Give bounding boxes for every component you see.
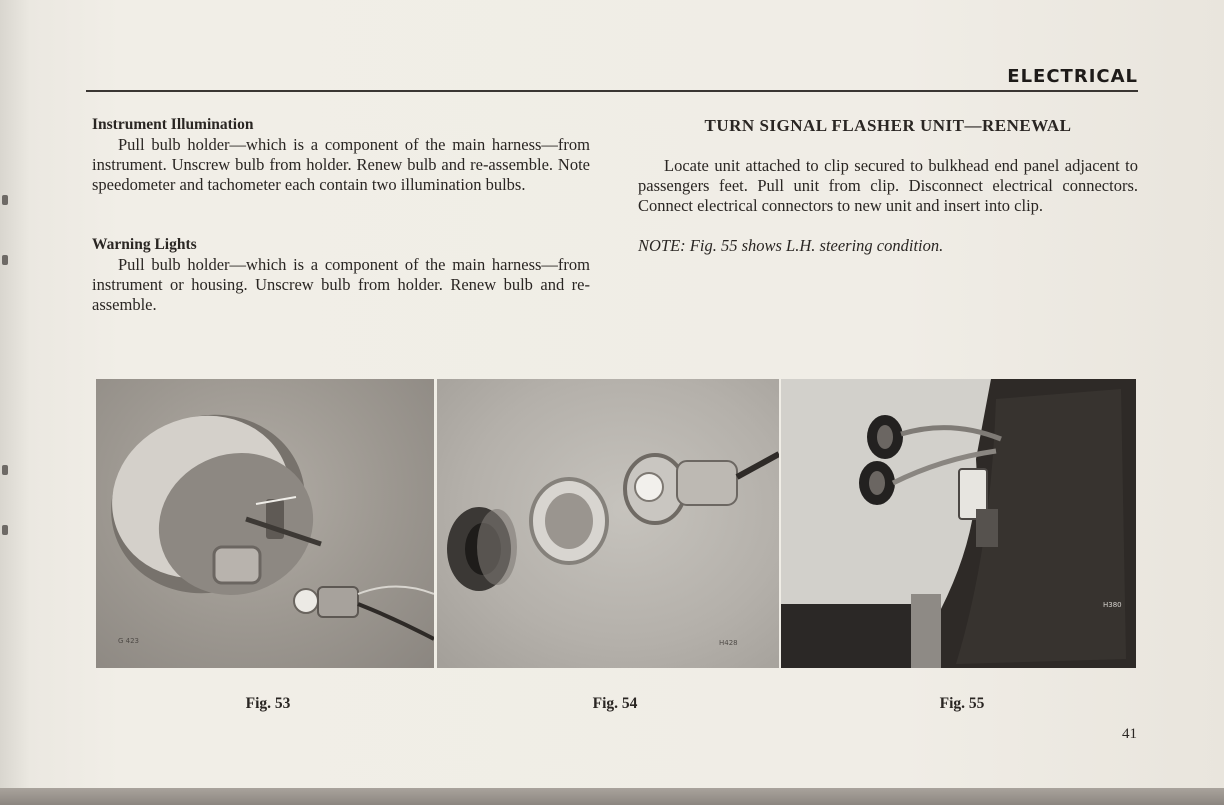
warning-lights-text: Pull bulb holder—which is a component of the main harness—from instrument or housing. Unscrew bulb from holder. Renew bulb and re-assemble. xyxy=(92,255,590,314)
figure-54-caption: Fig. 54 xyxy=(592,695,638,712)
figure-55-caption: Fig. 55 xyxy=(939,695,985,712)
figure-55-code: H380 xyxy=(1103,601,1122,609)
figure-54-code: H428 xyxy=(719,639,738,647)
binding-marks xyxy=(0,180,14,560)
flasher-unit-heading: TURN SIGNAL FLASHER UNIT—RENEWAL xyxy=(704,116,1072,135)
header-rule xyxy=(86,90,1138,92)
figure-53-caption: Fig. 53 xyxy=(245,695,291,712)
page-number: 41 xyxy=(1122,726,1137,742)
page-bottom-edge xyxy=(0,788,1224,805)
warning-lights-heading: Warning Lights xyxy=(92,236,197,253)
steering-note: NOTE: Fig. 55 shows L.H. steering condition. xyxy=(638,236,944,255)
figure-55-flasher-unit-photo xyxy=(781,379,1136,668)
figure-53-code: G 423 xyxy=(118,637,140,645)
figure-53-instrument-photo xyxy=(96,379,434,668)
section-title: ELECTRICAL xyxy=(1007,66,1138,87)
figure-54-bulb-holder-photo xyxy=(437,379,779,668)
flasher-unit-text: Locate unit attached to clip secured to bulkhead end panel adjacent to passengers feet. Pull unit from clip. Disconnect electrical connectors. Connect electrical connectors to new unit and insert into clip. xyxy=(638,156,1138,215)
left-column xyxy=(92,115,590,315)
right-column xyxy=(638,115,1138,256)
instrument-illumination-heading: Instrument Illumination xyxy=(92,116,254,133)
instrument-illumination-text: Pull bulb holder—which is a component of the main harness—from instrument. Unscrew bulb from holder. Renew bulb and re-assemble. Note speedometer and tachometer each contain two illumination bulbs. xyxy=(92,135,590,194)
